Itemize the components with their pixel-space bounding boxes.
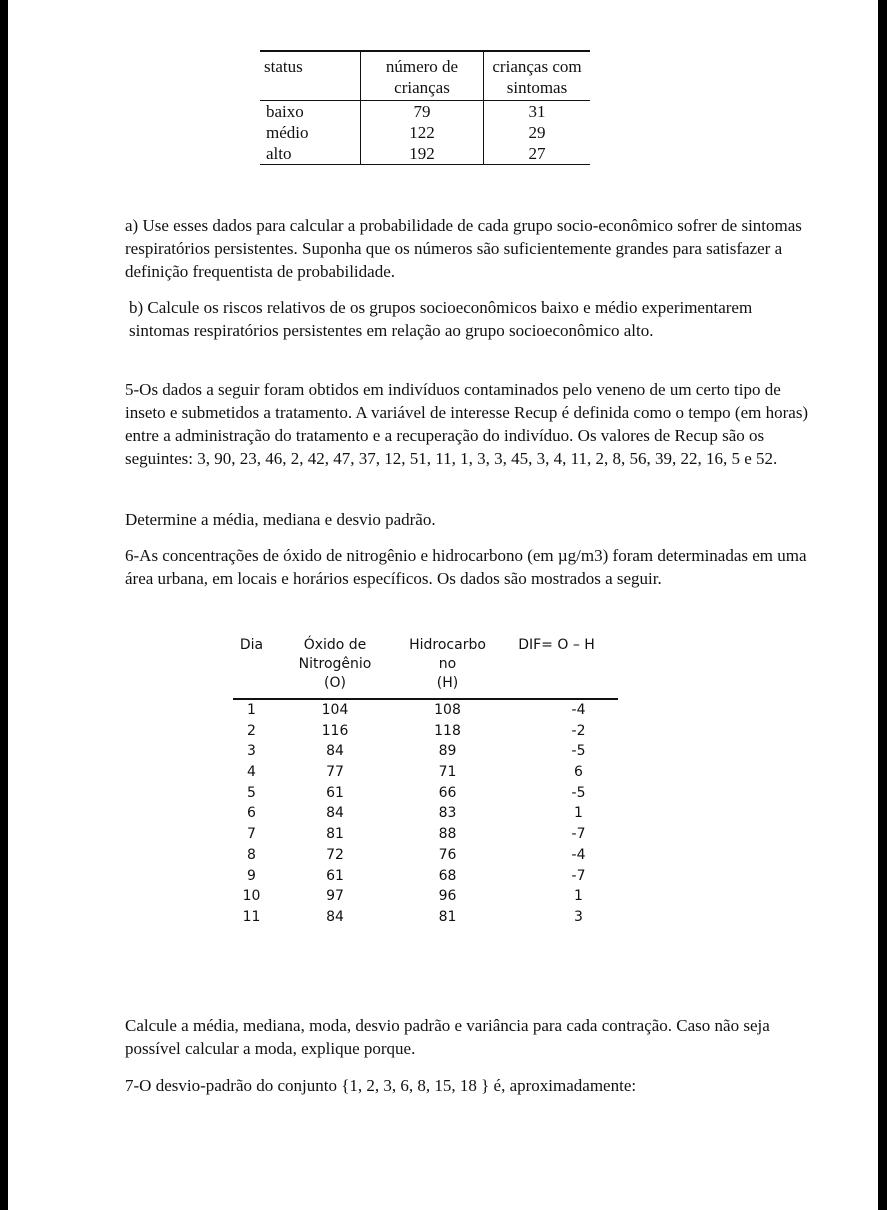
difference-cell: 1 xyxy=(574,805,583,822)
nitrogen-oxide-cell: 84 xyxy=(326,805,344,822)
table-body xyxy=(233,700,618,928)
nitrogen-oxide-cell: 104 xyxy=(321,702,349,718)
symptoms-cell: 29 xyxy=(528,123,546,142)
question-6: 6-As concentrações de óxido de nitrogênio e hidrocarbono (em µg/m3) foram determinadas em uma área urbana, em locais e horários específicos. Os dados são mostrados a seguir. xyxy=(125,546,807,588)
difference-cell: -7 xyxy=(571,867,586,884)
nitrogen-oxide-cell: 84 xyxy=(326,908,344,925)
day-cell: 10 xyxy=(242,888,261,905)
hydrocarbon-cell: 118 xyxy=(434,722,461,739)
day-cell: 3 xyxy=(247,743,256,760)
pollutant-table xyxy=(233,636,618,928)
question-6-task: Calcule a média, mediana, moda, desvio padrão e variância para cada contração. Caso não seja possível calcular a moda, explique porque. xyxy=(125,1016,770,1058)
status-cell: baixo xyxy=(266,102,304,121)
difference-cell: 6 xyxy=(574,764,583,781)
difference-cell: -2 xyxy=(571,722,586,739)
header-difference: DIF= O – H xyxy=(518,637,595,653)
table-row xyxy=(260,122,590,143)
hydrocarbon-cell: 96 xyxy=(438,888,457,905)
nitrogen-oxide-cell: 116 xyxy=(321,722,349,739)
day-cell: 5 xyxy=(247,784,256,801)
table-row xyxy=(233,907,618,928)
difference-cell: -5 xyxy=(571,784,586,801)
question-a: a) Use esses dados para calcular a probabilidade de cada grupo socio-econômico sofrer de sintomas respiratórios persistentes. Suponha que os números são suficientemente grandes para satisfazer a definição frequentista de probabilidade. xyxy=(125,216,802,281)
hydrocarbon-cell: 81 xyxy=(438,908,457,925)
hydrocarbon-cell: 83 xyxy=(438,805,457,822)
table-header-row xyxy=(260,51,590,101)
nitrogen-oxide-cell: 84 xyxy=(326,743,344,760)
header-children-count: número de crianças xyxy=(361,51,484,101)
count-cell: 122 xyxy=(361,122,484,143)
hydrocarbon-cell: 108 xyxy=(434,702,461,718)
hydrocarbon-cell: 68 xyxy=(438,867,457,884)
table-row xyxy=(233,824,618,845)
day-cell: 7 xyxy=(247,826,256,843)
table-row xyxy=(233,700,618,721)
difference-cell: -7 xyxy=(571,826,586,843)
symptoms-cell: 27 xyxy=(528,144,546,163)
day-cell: 6 xyxy=(247,805,256,822)
table-row xyxy=(233,783,618,804)
table-row xyxy=(233,803,618,824)
table-row xyxy=(260,143,590,165)
symptoms-cell: 31 xyxy=(528,102,546,121)
day-cell: 8 xyxy=(247,846,256,863)
nitrogen-oxide-cell: 72 xyxy=(326,846,344,863)
day-cell: 1 xyxy=(247,702,256,718)
question-5-task: Determine a média, mediana e desvio padrão. xyxy=(125,510,436,529)
status-cell: alto xyxy=(266,144,292,163)
nitrogen-oxide-cell: 61 xyxy=(326,784,344,801)
day-cell: 2 xyxy=(247,722,256,739)
header-nitrogen-oxide: Óxido de Nitrogênio (O) xyxy=(298,637,372,691)
table-row xyxy=(233,886,618,907)
question-5: 5-Os dados a seguir foram obtidos em indivíduos contaminados pelo veneno de um certo tipo de inseto e submetidos a tratamento. A variável de interesse Recup é definida como o tempo (em horas) entre a administração do tratamento e a recuperação do indivíduo. Os valores de Recup são os seguintes: 3, 90, 23, 46, 2, 42, 47, 37, 12, 51, 11, 1, 3, 3, 45, 3, 4, 11, 2, 8, 56, 39, 22, 16, 5 e 52. xyxy=(125,380,809,468)
difference-cell: 1 xyxy=(574,888,583,905)
socioeconomic-table xyxy=(260,50,590,165)
day-cell: 4 xyxy=(247,764,256,781)
difference-cell: -4 xyxy=(571,702,586,718)
hydrocarbon-cell: 88 xyxy=(438,826,457,843)
hydrocarbon-cell: 76 xyxy=(438,846,457,863)
count-cell: 192 xyxy=(361,143,484,165)
table-row xyxy=(233,741,618,762)
nitrogen-oxide-cell: 97 xyxy=(326,888,344,905)
hydrocarbon-cell: 66 xyxy=(438,784,457,801)
nitrogen-oxide-cell: 81 xyxy=(326,826,344,843)
difference-cell: -4 xyxy=(571,846,586,863)
count-cell: 79 xyxy=(361,101,484,123)
header-day: Dia xyxy=(239,637,264,653)
hydrocarbon-cell: 89 xyxy=(438,743,457,760)
difference-cell: 3 xyxy=(574,908,583,925)
header-hydrocarbon: Hidrocarbo no (H) xyxy=(409,637,486,691)
hydrocarbon-cell: 71 xyxy=(438,764,457,781)
difference-cell: -5 xyxy=(571,743,586,760)
day-cell: 11 xyxy=(242,908,261,925)
document-page xyxy=(8,0,878,1210)
table-row xyxy=(233,845,618,866)
nitrogen-oxide-cell: 77 xyxy=(326,764,344,781)
table-header-row xyxy=(233,636,618,700)
status-cell: médio xyxy=(266,123,309,142)
header-children-symptoms: crianças com sintomas xyxy=(492,57,582,97)
nitrogen-oxide-cell: 61 xyxy=(326,867,344,884)
question-b: b) Calcule os riscos relativos de os grupos socioeconômicos baixo e médio experimentarem sintomas respiratórios persistentes em relação ao grupo socioeconômico alto. xyxy=(129,298,753,340)
table-row xyxy=(233,866,618,887)
table-row xyxy=(233,721,618,742)
question-7: 7-O desvio-padrão do conjunto {1, 2, 3, 6, 8, 15, 18 } é, aproximadamente: xyxy=(125,1076,637,1095)
header-status: status xyxy=(264,57,303,76)
day-cell: 9 xyxy=(247,867,256,884)
table-row xyxy=(260,101,590,123)
table-row xyxy=(233,762,618,783)
